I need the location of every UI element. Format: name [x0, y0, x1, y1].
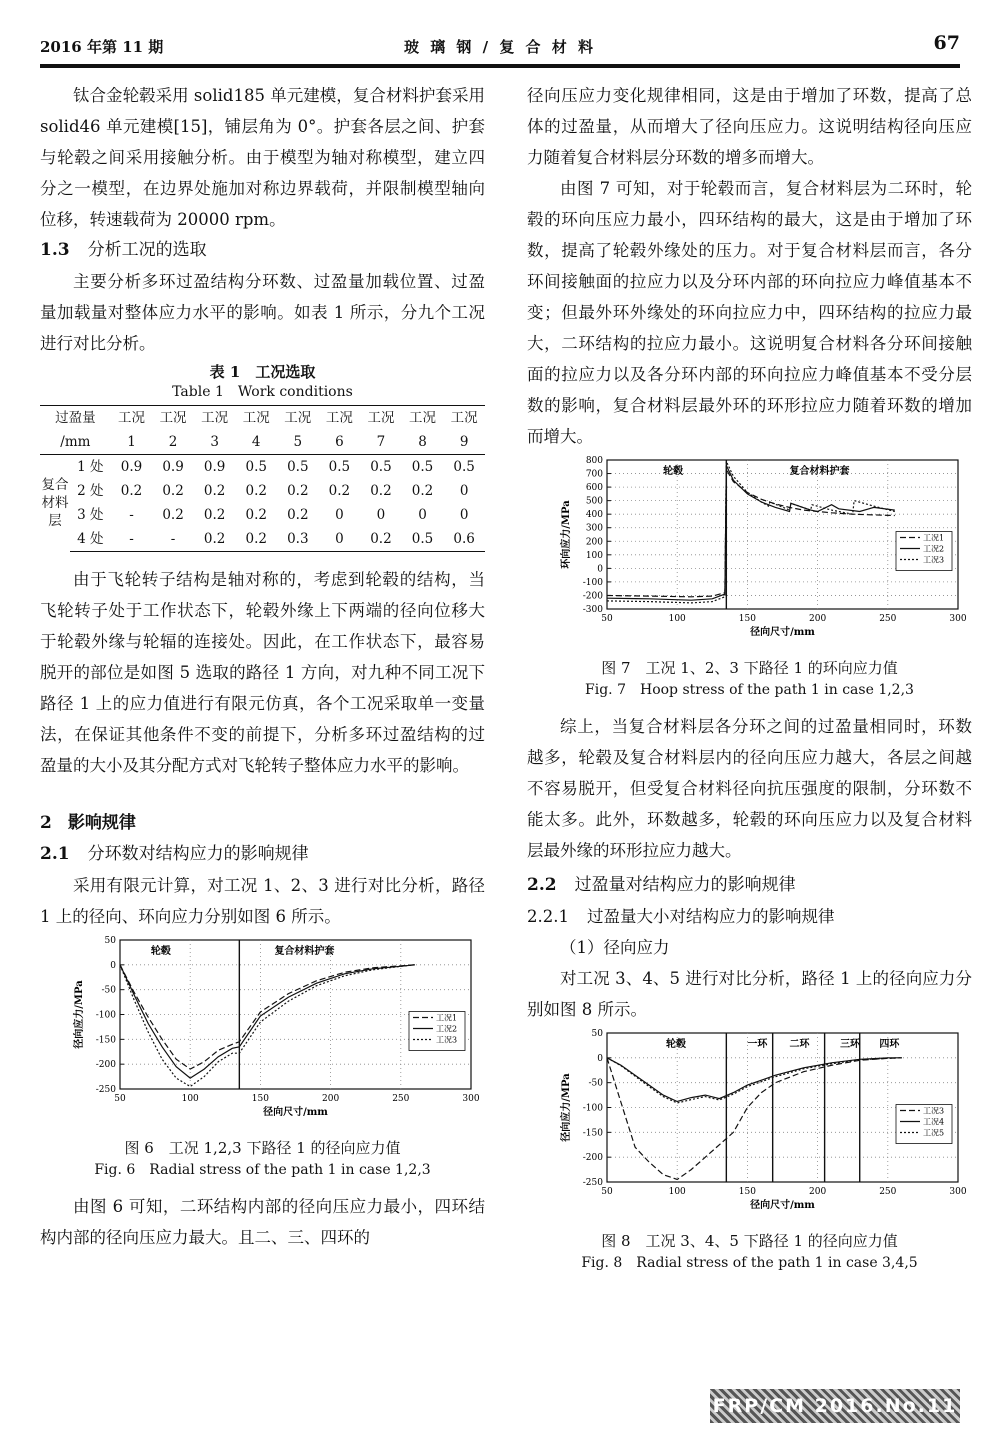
table-row	[40, 455, 485, 480]
table-cell: 0.6	[443, 527, 485, 552]
y-tick-label: -50	[101, 985, 116, 996]
series-line-2	[607, 465, 895, 600]
fig8-chart	[527, 1025, 972, 1220]
x-tick-label: 200	[322, 1094, 340, 1104]
legend-entry: 工况4	[923, 1117, 945, 1127]
x-tick-label: 50	[601, 614, 613, 624]
paragraph: 主要分析多环过盈结构分环数、过盈量加载位置、过盈量加载量对整体应力水平的影响。如表 1 所示，分九个工况进行对比分析。	[40, 272, 485, 353]
fig8-caption-cn: 图 8 工况 3、4、5 下路径 1 的径向应力值	[601, 1232, 898, 1250]
table-header-cell: 8	[402, 430, 444, 455]
table-cell: 0.5	[245, 459, 267, 475]
table-cell: 0.5	[328, 459, 351, 475]
y-tick-label: 500	[585, 496, 603, 507]
journal-stamp: FRP/CM 2016.No.11	[710, 1389, 960, 1423]
section-number: 2.2.1	[527, 907, 569, 926]
table-cell: 0.2	[328, 483, 351, 499]
x-tick-label: 300	[462, 1094, 480, 1104]
page-number: 67	[933, 32, 960, 54]
fig7-caption-en: Fig. 7 Hoop stress of the path 1 in case 1,2,3	[585, 682, 914, 698]
table-cell: 0	[459, 483, 469, 499]
fig6-caption-en: Fig. 6 Radial stress of the path 1 in case 1,2,3	[94, 1162, 431, 1178]
table-cell: 0.5	[287, 459, 309, 475]
y-tick-label: -200	[582, 591, 603, 602]
section-heading	[40, 235, 485, 266]
y-tick-label: -100	[582, 577, 603, 588]
x-tick-label: 250	[392, 1094, 410, 1104]
table-header-cell: 2	[152, 430, 194, 455]
x-tick-label: 250	[879, 614, 897, 624]
section-title: 分析工况的选取	[87, 240, 207, 260]
table-cell: 0.9	[162, 459, 184, 475]
region-label: 一环	[747, 1039, 768, 1050]
table-header-cell: 7	[360, 430, 402, 455]
table-group-label: 复合材料层	[41, 477, 69, 530]
y-tick-label: -200	[582, 1153, 603, 1164]
table-header-cell: 5	[277, 430, 319, 455]
table-header-cell: 工况	[235, 406, 277, 431]
journal-title: 玻 璃 钢 / 复 合 材 料	[403, 38, 597, 56]
section-number: 2.2	[527, 875, 557, 895]
x-tick-label: 200	[809, 614, 827, 624]
section-heading	[40, 807, 485, 839]
y-tick-label: 200	[585, 537, 603, 548]
series-line-2	[607, 1058, 902, 1102]
fig8-caption-en: Fig. 8 Radial stress of the path 1 in case 3,4,5	[581, 1255, 918, 1271]
section-title: 影响规律	[67, 813, 136, 833]
table-cell: 0.5	[370, 459, 392, 475]
table-cell: 0.5	[402, 527, 444, 552]
y-axis-label: 径向应力/MPa	[561, 1073, 572, 1142]
table-cell: 0.9	[203, 459, 226, 475]
region-label: 四环	[879, 1039, 900, 1050]
y-tick-label: 50	[104, 936, 116, 946]
section-title: 过盈量对结构应力的影响规律	[574, 875, 796, 895]
y-tick-label: -150	[95, 1035, 116, 1046]
table-header-cell: /mm	[40, 430, 111, 455]
table-cell: 0	[459, 507, 469, 523]
x-tick-label: 100	[181, 1094, 199, 1104]
x-tick-label: 100	[668, 1187, 686, 1197]
table-header-row	[40, 406, 485, 431]
table-row-label: 2 处	[77, 483, 104, 499]
table-header-cell: 工况	[194, 406, 236, 431]
table-header-cell: 3	[194, 430, 236, 455]
y-tick-label: -100	[582, 1103, 603, 1114]
section-number: 1.3	[40, 240, 70, 260]
table-cell: 0.2	[162, 507, 184, 523]
table-header-cell: 工况	[360, 406, 402, 431]
table-cell: -	[152, 527, 194, 552]
running-header	[40, 30, 960, 67]
table-cell: 0	[376, 507, 386, 523]
paragraph: 由于飞轮转子结构是轴对称的，考虑到轮毂的结构，当飞轮转子处于工作状态下，轮毂外缘上下两端的径向位移大于轮毂外缘与轮辐的连接处。因此，在工作状态下，最容易脱开的部位是如图 5 选取的路径 1 方向，对九种不同工况下路径 1 上的应力值进行有限元仿真，各个工况采取单一变量法，在保证其他条件不变的前提下，分析多环过盈结构的过盈量的大小及其分配方式对飞轮转子整体应力水平的影响。	[40, 570, 485, 775]
legend-entry: 工况1	[923, 533, 945, 543]
y-tick-label: -250	[95, 1085, 116, 1095]
series-line-3	[120, 965, 415, 1087]
legend-entry: 工况2	[923, 544, 945, 554]
left-column	[40, 80, 485, 1253]
issue-label: 2016 年第 11 期	[40, 38, 164, 56]
table-cell: 0.2	[411, 483, 434, 499]
section-heading	[527, 901, 972, 932]
table-caption-en: Table 1 Work conditions	[172, 384, 353, 400]
y-tick-label: -100	[95, 1010, 116, 1021]
paragraph: 径向压应力变化规律相同，这是由于增加了环数，提高了总体的过盈量，从而增大了径向压应力。这说明结构径向压应力随着复合材料层分环数的增多而增大。	[527, 86, 972, 167]
section-number: 2	[40, 813, 52, 833]
x-tick-label: 50	[114, 1094, 126, 1104]
table-cell: 0.2	[287, 483, 309, 499]
table-cell: 0.2	[203, 507, 226, 523]
table-header-cell: 工况	[277, 406, 319, 431]
x-tick-label: 150	[738, 614, 756, 624]
y-tick-label: 100	[585, 550, 603, 561]
table-header-cell: 9	[443, 430, 485, 455]
y-tick-label: 50	[591, 1029, 603, 1039]
legend-entry: 工况2	[436, 1024, 458, 1034]
table-cell: 0.2	[370, 483, 392, 499]
table-header-cell: 工况	[319, 406, 361, 431]
table-caption-cn: 表 1 工况选取	[209, 363, 316, 381]
table-cell: 0.2	[360, 527, 402, 552]
y-tick-label: -150	[582, 1128, 603, 1139]
table-cell: 0.2	[287, 507, 309, 523]
table-row	[40, 503, 485, 527]
figure-6	[40, 932, 485, 1137]
x-tick-label: 300	[949, 614, 967, 624]
y-tick-label: 0	[597, 1053, 603, 1064]
table-header-cell: 4	[235, 430, 277, 455]
paragraph: 对工况 3、4、5 进行对比分析，路径 1 上的径向应力分别如图 8 所示。	[527, 969, 972, 1019]
table-cell: 0.3	[277, 527, 319, 552]
x-tick-label: 100	[668, 614, 686, 624]
table-cell: 0	[418, 507, 427, 523]
work-conditions-table	[40, 405, 485, 552]
list-item: （1）径向应力	[560, 938, 670, 957]
x-axis-label: 径向尺寸/mm	[263, 1107, 328, 1118]
legend-entry: 工况3	[923, 1106, 945, 1116]
table-cell: 0	[335, 507, 344, 523]
x-tick-label: 200	[809, 1187, 827, 1197]
section-number: 2.1	[40, 844, 70, 864]
y-axis-label: 径向应力/MPa	[74, 980, 85, 1049]
paragraph: 由图 6 可知，二环结构内部的径向压应力最小，四环结构内部的径向压应力最大。且二、三、四环的	[40, 1197, 485, 1247]
table-cell: 0.2	[194, 527, 236, 552]
table-cell: 0.2	[203, 483, 226, 499]
table-cell: 0.5	[453, 459, 475, 475]
section-title: 过盈量大小对结构应力的影响规律	[586, 907, 835, 926]
figure-8	[527, 1025, 972, 1230]
fig7-chart	[527, 452, 972, 647]
table-header-cell: 工况	[402, 406, 444, 431]
paragraph: 综上，当复合材料层各分环之间的过盈量相同时，环数越多，轮毂及复合材料层内的径向压应力越大，各层之间越不容易脱开，但受复合材料径向抗压强度的限制，分环数不能太多。此外，环数越多，轮毂的环向压应力以及复合材料层最外缘的环形拉应力越大。	[527, 717, 972, 860]
table-cell: 0.2	[235, 527, 277, 552]
table-header-row	[40, 430, 485, 455]
x-tick-label: 300	[949, 1187, 967, 1197]
paragraph: 钛合金轮毂采用 solid185 单元建模，复合材料护套采用 solid46 单元建模[15]，铺层角为 0°。护套各层之间、护套与轮毂之间采用接触分析。由于模型为轴对称模型，建立四分之一模型，在边界处施加对称边界载荷，并限制模型轴向位移，转速载荷为 20000 rpm。	[40, 86, 485, 229]
legend-entry: 工况1	[436, 1013, 458, 1023]
region-label: 三环	[840, 1039, 861, 1050]
y-tick-label: 400	[585, 510, 603, 521]
y-tick-label: 300	[585, 523, 603, 534]
table-cell: -	[129, 507, 134, 523]
x-tick-label: 150	[251, 1094, 269, 1104]
region-label: 轮毂	[663, 466, 684, 477]
table-row	[40, 527, 485, 552]
region-label: 轮毂	[665, 1039, 686, 1050]
series-line-1	[120, 965, 415, 1069]
table-row-label: 3 处	[77, 507, 104, 523]
header-rule	[40, 67, 960, 68]
table-cell: -	[111, 527, 153, 552]
table-cell: 0.2	[162, 483, 184, 499]
x-axis-label: 径向尺寸/mm	[750, 1200, 815, 1211]
y-tick-label: -50	[588, 1078, 603, 1089]
table-cell: 0.2	[245, 483, 267, 499]
section-title: 分环数对结构应力的影响规律	[87, 844, 309, 864]
x-axis-label: 径向尺寸/mm	[750, 627, 815, 638]
series-line-1	[607, 470, 895, 597]
y-tick-label: 0	[110, 960, 116, 971]
table-cell: 0.2	[245, 507, 267, 523]
region-label: 轮毂	[150, 946, 171, 957]
section-heading	[527, 870, 972, 901]
fig6-chart	[40, 932, 485, 1127]
y-tick-label: -250	[582, 1178, 603, 1188]
region-label: 二环	[789, 1039, 810, 1050]
table-cell: 0.9	[120, 459, 143, 475]
y-tick-label: -200	[95, 1060, 116, 1071]
series-line-1	[607, 1058, 902, 1180]
x-tick-label: 250	[879, 1187, 897, 1197]
table-cell: 0.5	[411, 459, 434, 475]
series-line-3	[607, 1058, 902, 1103]
table-cell: 0	[319, 527, 361, 552]
table-header-cell: 过盈量	[40, 406, 111, 431]
region-label: 复合材料护套	[789, 466, 850, 477]
legend-entry: 工况3	[436, 1035, 458, 1045]
paragraph: 采用有限元计算，对工况 1、2、3 进行对比分析，路径 1 上的径向、环向应力分别如图 6 所示。	[40, 876, 485, 926]
legend-entry: 工况5	[923, 1128, 945, 1138]
table-row-label: 1 处	[77, 459, 104, 475]
x-tick-label: 50	[601, 1187, 613, 1197]
y-tick-label: -300	[582, 605, 603, 615]
fig7-caption-cn: 图 7 工况 1、2、3 下路径 1 的环向应力值	[601, 659, 898, 677]
y-tick-label: 800	[585, 456, 603, 466]
fig6-caption-cn: 图 6 工况 1,2,3 下路径 1 的径向应力值	[124, 1139, 401, 1157]
legend-entry: 工况3	[923, 555, 945, 565]
y-tick-label: 0	[597, 564, 603, 575]
x-tick-label: 150	[738, 1187, 756, 1197]
table-header-cell: 工况	[111, 406, 153, 431]
table-row	[40, 479, 485, 503]
table-row-label: 4 处	[70, 527, 111, 552]
table-header-cell: 1	[111, 430, 153, 455]
table-cell: 0.2	[120, 483, 143, 499]
right-column	[527, 80, 972, 1274]
paragraph: 由图 7 可知，对于轮毂而言，复合材料层为二环时，轮毂的环向压应力最小，四环结构的最大，这是由于增加了环数，提高了轮毂外缘处的压力。对于复合材料层而言，各分环间接触面的拉应力以及分环内部的环向拉应力峰值基本不变；但最外环外缘处的环向拉应力中，四环结构的拉应力最大，二环结构的拉应力最小。这说明复合材料各分环间接触面的拉应力以及各分环内部的环向拉应力峰值基本不受分层数的影响，复合材料层最外环的环形拉应力随着环数的增加而增大。	[527, 179, 972, 446]
y-tick-label: 700	[585, 469, 603, 480]
series-line-2	[120, 965, 415, 1078]
table-header-cell: 工况	[443, 406, 485, 431]
y-tick-label: 600	[585, 483, 603, 494]
y-axis-label: 环向应力/MPa	[561, 500, 572, 569]
region-label: 复合材料护套	[274, 946, 335, 957]
section-heading	[40, 839, 485, 870]
table-header-cell: 工况	[152, 406, 194, 431]
table-header-cell: 6	[319, 430, 361, 455]
figure-7	[527, 452, 972, 657]
